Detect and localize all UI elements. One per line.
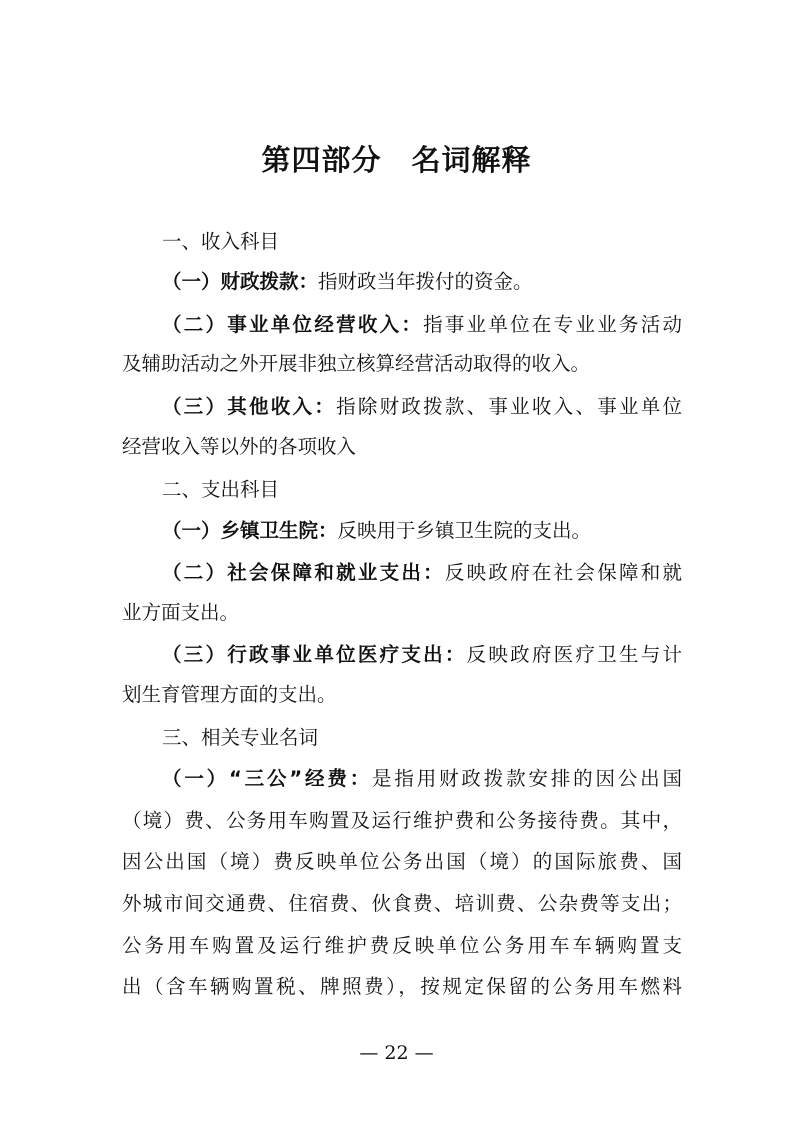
- term-label: （三）行政事业单位医疗支出：: [162, 643, 467, 666]
- definition-text: 反映政府医疗卫生与计: [466, 643, 682, 666]
- definition-social-security: [162, 559, 682, 587]
- page-number: — 22 —: [359, 1042, 434, 1064]
- section-heading-expenditure: 二、支出科目: [162, 478, 280, 501]
- definition-other-income: [162, 393, 682, 421]
- definition-medical-expenditure: [162, 641, 682, 669]
- definition-text-continued: 及辅助活动之外开展非独立核算经营活动取得的收入。: [122, 352, 591, 375]
- term-label: （二）社会保障和就业支出：: [162, 561, 445, 584]
- term-label: （一）财政拨款：: [162, 270, 319, 293]
- definition-text-continued: 经营收入等以外的各项收入: [122, 435, 357, 458]
- definition-text-continued: （境）费、公务用车购置及运行维护费和公务接待费。其中，: [122, 809, 682, 832]
- definition-text-continued: 业方面支出。: [122, 601, 240, 624]
- term-label: （二）事业单位经营收入：: [162, 313, 424, 336]
- definition-operating-income: [162, 311, 682, 339]
- term-label: （三）其他收入：: [162, 395, 337, 418]
- definition-text: 反映政府在社会保障和就: [444, 561, 682, 584]
- page-title: 第四部分 名词解释: [261, 143, 532, 177]
- definition-three-public-expenses: [162, 765, 682, 793]
- term-label: （一）乡镇卫生院：: [162, 519, 338, 542]
- term-label: （一）“三公”经费：: [162, 767, 373, 790]
- definition-text: 是指用财政拨款安排的因公出国: [372, 767, 682, 790]
- definition-text-continued: 划生育管理方面的支出。: [122, 683, 337, 706]
- definition-text: 指除财政拨款、事业收入、事业单位: [336, 395, 682, 418]
- definition-text: 指财政当年拨付的资金。: [318, 270, 533, 293]
- definition-text-continued: 外城市间交通费、住宿费、伙食费、培训费、公杂费等支出；: [122, 892, 682, 915]
- definition-township-hospital: [162, 517, 682, 545]
- definition-text-continued: 因公出国（境）费反映单位公务出国（境）的国际旅费、国: [122, 850, 682, 873]
- definition-text-continued: 公务用车购置及运行维护费反映单位公务用车车辆购置支: [122, 934, 682, 957]
- definition-text: 反映用于乡镇卫生院的支出。: [337, 519, 592, 542]
- definition-text: 指事业单位在专业业务活动: [423, 313, 682, 336]
- section-heading-income: 一、收入科目: [162, 230, 280, 253]
- section-heading-terms: 三、相关专业名词: [162, 726, 319, 749]
- definition-fiscal-appropriation: [162, 268, 682, 296]
- definition-text-continued: 出（含车辆购置税、牌照费），按规定保留的公务用车燃料: [122, 975, 682, 998]
